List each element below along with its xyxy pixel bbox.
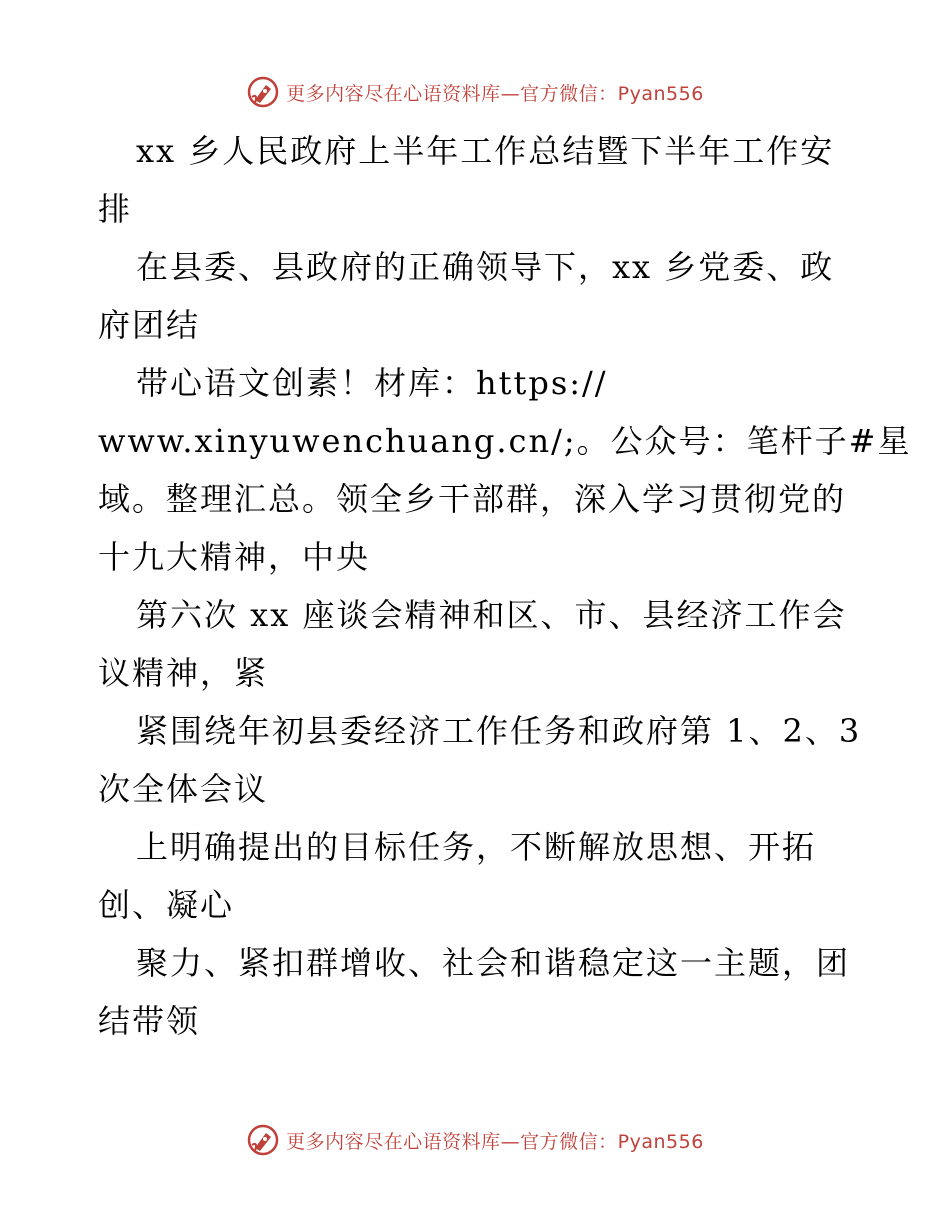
watermark-text: [286, 1127, 704, 1154]
doc-line: 域。整理汇总。领全乡干部群，深入学习贯彻党的: [98, 480, 847, 518]
doc-line: 聚力、紧扣群增收、社会和谐稳定这一主题，团: [136, 944, 851, 982]
document-body: [98, 122, 912, 1050]
doc-line: 创、凝心: [98, 886, 235, 924]
pen-nib-logo-icon: [246, 75, 280, 109]
doc-line: 次全体会议: [98, 770, 269, 808]
watermark-footer: [0, 1120, 950, 1160]
watermark-text: [286, 79, 704, 106]
watermark-suffix: 官方微信：Pyan556: [520, 1130, 704, 1153]
doc-line: 府团结: [98, 306, 201, 344]
watermark-separator: —: [500, 1130, 521, 1153]
watermark-separator: —: [500, 82, 521, 105]
watermark-brand: 更多内容尽在心语资料库: [286, 82, 501, 105]
doc-line: www.xinyuwenchuang.cn/;。公众号：笔杆子#星: [98, 422, 912, 460]
watermark-header: [0, 72, 950, 112]
pen-nib-logo-icon: [246, 1123, 280, 1157]
doc-line: 排: [98, 190, 133, 228]
doc-line: xx 乡人民政府上半年工作总结暨下半年工作安: [136, 132, 835, 170]
doc-line: 带心语文创素！材库：https://: [136, 364, 608, 402]
watermark-brand: 更多内容尽在心语资料库: [286, 1130, 501, 1153]
doc-line: 议精神，紧: [98, 654, 269, 692]
doc-line: 结带领: [98, 1002, 201, 1040]
doc-line: 第六次 xx 座谈会精神和区、市、县经济工作会: [136, 596, 847, 634]
doc-line: 在县委、县政府的正确领导下，xx 乡党委、政: [136, 248, 835, 286]
watermark-suffix: 官方微信：Pyan556: [520, 82, 704, 105]
doc-line: 紧围绕年初县委经济工作任务和政府第 1、2、3: [136, 712, 862, 750]
doc-line: 上明确提出的目标任务，不断解放思想、开拓: [136, 828, 817, 866]
doc-line: 十九大精神，中央: [98, 538, 371, 576]
